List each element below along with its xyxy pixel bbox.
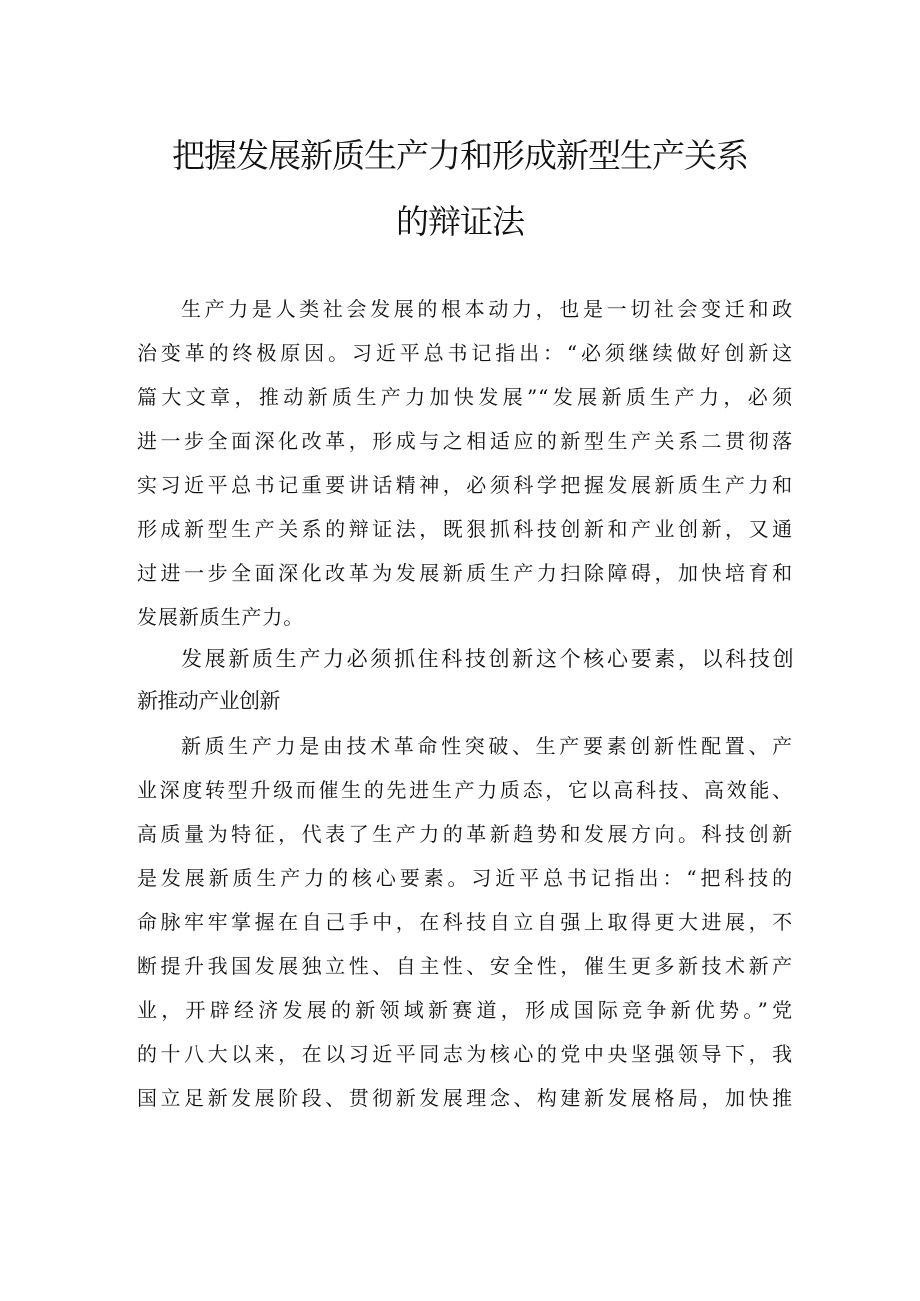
paragraph-2-line: 业，开辟经济发展的新领域新赛道，形成国际竞争新优势。”党 [137,998,793,1022]
paragraph-2-line: 断提升我国发展独立性、自主性、安全性，催生更多新技术新产 [137,954,793,978]
paragraph-2-line: 业深度转型升级而催生的先进生产力质态，它以高科技、高效能、 [137,778,793,802]
paragraph-1-line: 进一步全面深化改革，形成与之相适应的新型生产关系二贯彻落 [137,429,793,453]
paragraph-1-line: 过进一步全面深化改革为发展新质生产力扫除障碍，加快培育和 [137,561,793,585]
document-title-line-1: 把握发展新质生产力和形成新型生产关系 [172,136,748,175]
paragraph-1-line: 形成新型生产关系的辩证法，既狠抓科技创新和产业创新，又通 [137,517,793,541]
paragraph-2-line: 国立足新发展阶段、贯彻新发展理念、构建新发展格局，加快推 [137,1086,793,1110]
paragraph-2-line: 新质生产力是由技术革命性突破、生产要素创新性配置、产 [181,734,793,758]
paragraph-2-line: 是发展新质生产力的核心要素。习近平总书记指出：“把科技的 [137,866,793,890]
paragraph-1-line: 发展新质生产力。 [137,605,305,629]
paragraph-2-line: 的十八大以来，在以习近平同志为核心的党中央坚强领导下，我 [137,1042,793,1066]
paragraph-2-line: 命脉牢牢掌握在自己手中，在科技自立自强上取得更大进展，不 [137,910,793,934]
document-title-line-2: 的辩证法 [396,202,524,241]
paragraph-1-line: 篇大文章，推动新质生产力加快发展”“发展新质生产力，必须 [137,385,793,409]
paragraph-1-line: 生产力是人类社会发展的根本动力，也是一切社会变迁和政 [181,297,793,321]
paragraph-2-line: 高质量为特征，代表了生产力的革新趋势和发展方向。科技创新 [137,822,793,846]
section-heading-line-1: 发展新质生产力必须抓住科技创新这个核心要素，以科技创 [181,647,793,671]
section-heading-line-2: 新推动产业创新 [137,689,280,713]
paragraph-1-line: 治变革的终极原因。习近平总书记指出：“必须继续做好创新这 [137,341,793,365]
paragraph-1-line: 实习近平总书记重要讲话精神，必须科学把握发展新质生产力和 [137,473,793,497]
